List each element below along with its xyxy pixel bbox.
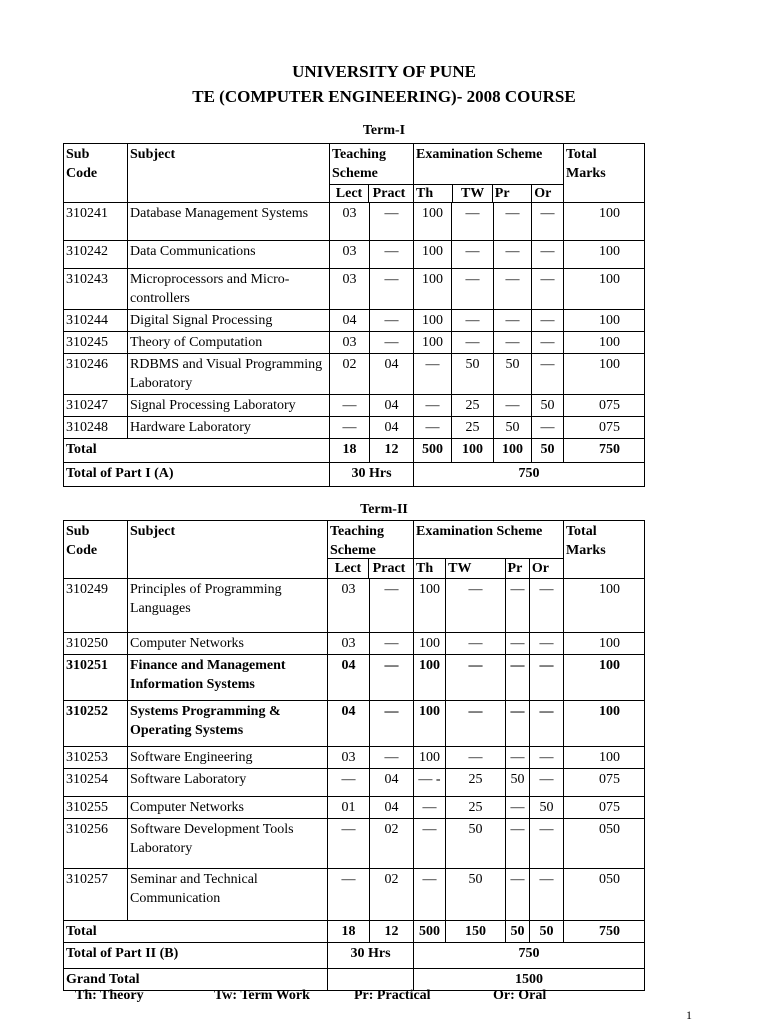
table-row: 310243 Microprocessors and Micro-controllers 03 — 100 — — — 100 xyxy=(64,269,645,310)
col-sub-code: Sub Code xyxy=(64,144,128,203)
term2-table xyxy=(63,520,645,991)
col-subject: Subject xyxy=(128,144,330,203)
col-pract: Pract xyxy=(368,185,409,202)
col-th: Th xyxy=(416,561,434,576)
col-teaching-scheme: Teaching Scheme Lect Pract xyxy=(328,521,414,579)
col-lect: Lect xyxy=(335,186,363,201)
col-pr: Pr xyxy=(492,185,531,202)
total-row: Total 18 12 500 150 50 50 750 xyxy=(64,921,645,943)
table-row: 310241 Database Management Systems 03 — 100 — — — 100 xyxy=(64,203,645,241)
legend-theory: Th: Theory xyxy=(75,988,144,1003)
col-or: Or xyxy=(529,559,563,578)
table-row: 310255 Computer Networks 01 04 — 25 — 50 075 xyxy=(64,797,645,819)
table-row: 310254 Software Laboratory — 04 — - 25 50 — 075 xyxy=(64,769,645,797)
table-row: 310247 Signal Processing Laboratory — 04 — 25 — 50 075 xyxy=(64,395,645,417)
col-or: Or xyxy=(531,185,563,202)
table-row: 310251 Finance and Management Information Systems 04 — 100 — — — 100 xyxy=(64,655,645,701)
col-tw: TW xyxy=(452,185,491,202)
col-exam-scheme: Examination Scheme Th TW Pr Or xyxy=(414,144,564,203)
term1-table xyxy=(63,143,645,487)
grand-total-row: Grand Total 1500 xyxy=(64,969,645,991)
col-sub-code: Sub Code xyxy=(64,521,128,579)
table-row: 310245 Theory of Computation 03 — 100 — — — 100 xyxy=(64,332,645,354)
col-total-marks: Total Marks xyxy=(564,521,645,579)
table-row: 310257 Seminar and Technical Communication — 02 — 50 — — 050 xyxy=(64,869,645,921)
table-row: 310246 RDBMS and Visual Programming Laboratory 02 04 — 50 50 — 100 xyxy=(64,354,645,395)
col-tw: TW xyxy=(445,559,504,578)
university-title: UNIVERSITY OF PUNE xyxy=(292,62,476,81)
part-total-row: Total of Part I (A) 30 Hrs 750 xyxy=(64,463,645,487)
col-teaching-scheme: Teaching Scheme Lect Pract xyxy=(330,144,414,203)
table-row: 310248 Hardware Laboratory — 04 — 25 50 — 075 xyxy=(64,417,645,439)
col-pract: Pract xyxy=(368,559,409,578)
table-row: 310250 Computer Networks 03 — 100 — — — 100 xyxy=(64,633,645,655)
table-row: 310256 Software Development Tools Laboratory — 02 — 50 — — 050 xyxy=(64,819,645,869)
table-row: 310252 Systems Programming & Operating Systems 04 — 100 — — — 100 xyxy=(64,701,645,747)
col-subject: Subject xyxy=(128,521,328,579)
term2-label: Term-II xyxy=(360,502,408,517)
legend-term-work: Tw: Term Work xyxy=(214,988,310,1003)
page-number: 1 xyxy=(686,1008,692,1022)
col-total-marks: Total Marks xyxy=(564,144,645,203)
term1-label: Term-I xyxy=(362,123,406,138)
col-pr: Pr xyxy=(505,559,529,578)
col-exam-scheme: Examination Scheme Th TW Pr Or xyxy=(414,521,564,579)
table-row: 310253 Software Engineering 03 — 100 — — — 100 xyxy=(64,747,645,769)
term1-header-row xyxy=(64,144,645,203)
table-row: 310249 Principles of Programming Languages 03 — 100 — — — 100 xyxy=(64,579,645,633)
col-th: Th xyxy=(416,186,434,201)
col-lect: Lect xyxy=(334,561,362,576)
table-row: 310242 Data Communications 03 — 100 — — — 100 xyxy=(64,241,645,269)
total-row: Total 18 12 500 100 100 50 750 xyxy=(64,439,645,463)
course-title: TE (COMPUTER ENGINEERING)- 2008 COURSE xyxy=(192,87,576,106)
term2-header-row xyxy=(64,521,645,579)
legend-practical: Pr: Practical xyxy=(354,988,431,1003)
legend-oral: Or: Oral xyxy=(493,988,547,1003)
table-row: 310244 Digital Signal Processing 04 — 100 — — — 100 xyxy=(64,310,645,332)
part-total-row: Total of Part II (B) 30 Hrs 750 xyxy=(64,943,645,969)
